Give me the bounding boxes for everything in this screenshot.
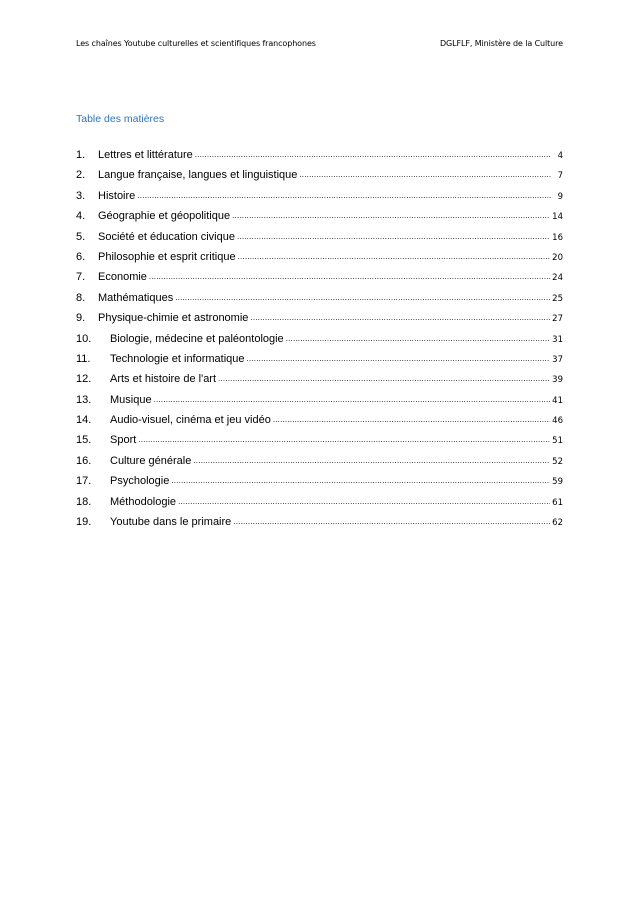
toc-entry-label[interactable]: Histoire <box>98 189 136 202</box>
toc-entry[interactable] <box>76 308 563 328</box>
toc-entry-number: 13. <box>76 393 92 406</box>
toc-entry-label[interactable]: Sport <box>110 434 137 447</box>
toc-entry-label[interactable]: Société et éducation civique <box>98 230 235 243</box>
toc-entry[interactable] <box>76 451 563 471</box>
toc-entry[interactable] <box>76 165 563 185</box>
toc-dot-leader <box>299 165 551 185</box>
toc-dot-leader <box>232 206 550 226</box>
toc-entry-page-number[interactable]: 37 <box>552 354 563 365</box>
toc-entry-number: 6. <box>76 250 86 263</box>
toc-entry-page-number[interactable]: 59 <box>552 477 563 488</box>
toc-entry-number: 16. <box>76 454 92 467</box>
toc-entry[interactable] <box>76 206 563 226</box>
toc-entry-number: 17. <box>76 475 92 488</box>
toc-entry[interactable] <box>76 288 563 308</box>
toc-entry[interactable] <box>76 186 563 206</box>
toc-entry-label[interactable]: Technologie et informatique <box>110 352 245 365</box>
toc-entry-page-number[interactable]: 62 <box>552 518 563 529</box>
toc-entry-number: 3. <box>76 189 86 202</box>
toc-dot-leader <box>286 329 550 349</box>
toc-entry-label[interactable]: Arts et histoire de l'art <box>110 373 217 386</box>
toc-entry[interactable] <box>76 349 563 369</box>
page-header <box>76 39 563 48</box>
toc-entry-label[interactable]: Psychologie <box>110 475 170 488</box>
toc-dot-leader <box>138 430 550 450</box>
toc-dot-leader <box>233 512 550 532</box>
table-of-contents <box>76 145 563 532</box>
toc-dot-leader <box>175 288 550 308</box>
toc-entry-page-number[interactable]: 46 <box>552 416 563 427</box>
toc-dot-leader <box>137 186 551 206</box>
toc-entry[interactable] <box>76 267 563 287</box>
toc-entry-label[interactable]: Philosophie et esprit critique <box>98 250 236 263</box>
toc-entry-page-number[interactable]: 4 <box>557 151 563 161</box>
toc-entry-page-number[interactable]: 61 <box>552 497 563 508</box>
toc-dot-leader <box>193 451 550 471</box>
toc-entry-number: 19. <box>76 516 92 529</box>
toc-entry-page-number[interactable]: 51 <box>552 436 563 447</box>
toc-entry[interactable] <box>76 492 563 512</box>
toc-entry[interactable] <box>76 247 563 267</box>
toc-dot-leader <box>171 471 550 491</box>
toc-entry-number: 11. <box>76 352 91 365</box>
toc-entry-label[interactable]: Physique-chimie et astronomie <box>98 312 249 325</box>
toc-dot-leader <box>154 390 551 410</box>
toc-dot-leader <box>250 308 550 328</box>
header-right-text: DGLFLF, Ministère de la Culture <box>439 39 563 48</box>
toc-entry-page-number[interactable]: 20 <box>552 252 563 263</box>
toc-entry-number: 5. <box>76 230 86 243</box>
toc-entry[interactable] <box>76 512 563 532</box>
toc-dot-leader <box>195 145 551 165</box>
toc-dot-leader <box>273 410 550 430</box>
toc-entry-label[interactable]: Audio-visuel, cinéma et jeu vidéo <box>110 414 271 427</box>
toc-entry-label[interactable]: Méthodologie <box>110 495 177 508</box>
toc-entry-number: 18. <box>76 495 92 508</box>
toc-entry-label[interactable]: Biologie, médecine et paléontologie <box>110 332 284 345</box>
toc-entry-page-number[interactable]: 7 <box>557 171 563 182</box>
toc-entry[interactable] <box>76 329 563 349</box>
toc-entry-page-number[interactable]: 41 <box>552 395 563 406</box>
toc-entry-number: 8. <box>76 291 86 304</box>
toc-entry-label[interactable]: Musique <box>110 393 152 406</box>
toc-entry-page-number[interactable]: 31 <box>552 334 563 345</box>
toc-entry[interactable] <box>76 430 563 450</box>
toc-entry-page-number[interactable]: 24 <box>552 273 563 284</box>
toc-entry-page-number[interactable]: 25 <box>552 293 563 304</box>
toc-entry[interactable] <box>76 390 563 410</box>
toc-entry-page-number[interactable]: 27 <box>552 314 563 325</box>
toc-entry-page-number[interactable]: 52 <box>552 456 563 467</box>
toc-entry[interactable] <box>76 410 563 430</box>
toc-dot-leader <box>237 227 550 247</box>
toc-dot-leader <box>178 492 550 512</box>
toc-entry[interactable] <box>76 145 563 165</box>
toc-entry-label[interactable]: Mathématiques <box>98 291 174 304</box>
toc-entry-page-number[interactable]: 9 <box>557 191 563 202</box>
toc-entry-number: 7. <box>76 271 86 284</box>
toc-dot-leader <box>238 247 551 267</box>
toc-entry-label[interactable]: Géographie et géopolitique <box>98 210 231 223</box>
header-left-text: Les chaînes Youtube culturelles et scientifiques francophones <box>76 39 316 48</box>
toc-entry-page-number[interactable]: 16 <box>552 232 563 243</box>
toc-entry[interactable] <box>76 471 563 491</box>
toc-dot-leader <box>247 349 551 369</box>
toc-entry-number: 14. <box>76 414 92 427</box>
toc-entry-number: 1. <box>76 149 86 161</box>
toc-entry-label[interactable]: Youtube dans le primaire <box>110 516 232 529</box>
toc-entry-page-number[interactable]: 39 <box>552 375 563 386</box>
toc-entry-number: 12. <box>76 373 92 386</box>
toc-entry[interactable] <box>76 227 563 247</box>
toc-entry-page-number[interactable]: 14 <box>552 212 563 223</box>
toc-entry-number: 4. <box>76 210 86 223</box>
toc-entry-label[interactable]: Culture générale <box>110 454 192 467</box>
toc-entry[interactable] <box>76 369 563 389</box>
toc-title: Table des matières <box>76 113 165 125</box>
toc-dot-leader <box>218 369 550 389</box>
toc-entry-label[interactable]: Langue française, langues et linguistique <box>98 169 298 182</box>
toc-entry-number: 10. <box>76 332 92 345</box>
toc-dot-leader <box>149 267 550 287</box>
toc-entry-number: 2. <box>76 169 86 182</box>
toc-entry-number: 9. <box>76 312 86 325</box>
toc-entry-label[interactable]: Lettres et littérature <box>98 149 193 161</box>
toc-entry-label[interactable]: Economie <box>98 271 147 284</box>
toc-entry-number: 15. <box>76 434 92 447</box>
